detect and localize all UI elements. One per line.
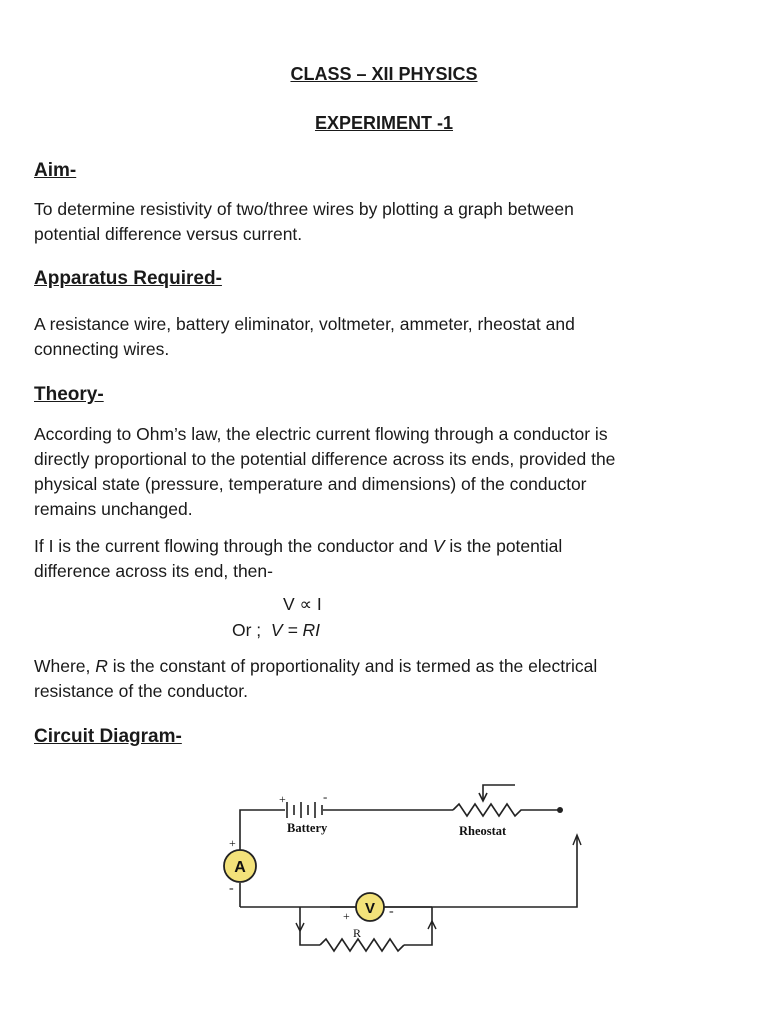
theory-line-2: directly proportional to the potential difference across its ends, provided the xyxy=(34,449,616,469)
p2-suffix: is the potential xyxy=(444,536,563,556)
theory-line-4: remains unchanged. xyxy=(34,499,193,519)
theory-line-3: physical state (pressure, temperature and dimensions) of the conductor xyxy=(34,474,587,494)
theory-paragraph-1 xyxy=(34,422,734,522)
equation-proportional: V ∝ I xyxy=(283,594,322,614)
voltmeter-symbol: V xyxy=(364,900,376,917)
equation-or: Or ; xyxy=(232,620,262,640)
theory-p2-line-1 xyxy=(34,534,734,559)
apparatus-line-1: A resistance wire, battery eliminator, voltmeter, ammeter, rheostat and xyxy=(34,314,575,334)
theory-p2-line-2: difference across its end, then- xyxy=(34,561,273,581)
ammeter-symbol: A xyxy=(234,859,246,876)
p2-var: V xyxy=(432,536,445,556)
apparatus-text xyxy=(34,312,734,362)
ammeter-minus: - xyxy=(229,881,234,896)
rheostat-slider xyxy=(483,785,515,799)
where-suffix: is the constant of proportionality and is termed as the electrical xyxy=(107,656,598,676)
circuit-heading: Circuit Diagram- xyxy=(34,726,182,747)
apparatus-line-2: connecting wires. xyxy=(34,339,170,359)
where-line-2: resistance of the conductor. xyxy=(34,681,249,701)
apparatus-heading: Apparatus Required- xyxy=(34,268,222,289)
aim-line-2: potential difference versus current. xyxy=(34,224,303,244)
class-title: CLASS – XII PHYSICS xyxy=(290,64,478,84)
aim-heading: Aim- xyxy=(34,160,77,181)
circuit-diagram xyxy=(215,775,595,965)
theory-paragraph-2 xyxy=(34,534,734,584)
battery-plus: + xyxy=(279,792,286,806)
voltmeter-minus: - xyxy=(389,904,394,919)
wire-right xyxy=(240,837,577,907)
theory-line-1: According to Ohm’s law, the electric current flowing through a conductor is xyxy=(34,424,608,444)
battery-minus: - xyxy=(323,789,328,804)
resistor-label: R xyxy=(353,926,362,940)
ammeter-plus: + xyxy=(229,836,236,850)
p2-prefix: If I is the current flowing through the conductor and xyxy=(34,536,433,556)
where-prefix: Where, xyxy=(34,656,96,676)
equation-vri: V = RI xyxy=(270,620,321,640)
aim-line-1: To determine resistivity of two/three wires by plotting a graph between xyxy=(34,199,574,219)
voltmeter-plus: + xyxy=(343,909,350,923)
theory-paragraph-3 xyxy=(34,654,734,704)
rheostat-label: Rheostat xyxy=(459,824,507,838)
where-line-1 xyxy=(34,654,734,679)
rheostat-terminal xyxy=(557,807,563,813)
resistor-zigzag xyxy=(320,939,404,951)
wire-resistor-right xyxy=(404,907,432,945)
equation-ohm xyxy=(232,620,320,641)
aim-text xyxy=(34,197,734,247)
rheostat-zigzag xyxy=(453,804,533,816)
experiment-title: EXPERIMENT -1 xyxy=(314,113,454,133)
battery-label: Battery xyxy=(287,821,328,835)
where-var: R xyxy=(95,656,108,676)
theory-heading: Theory- xyxy=(34,384,104,405)
